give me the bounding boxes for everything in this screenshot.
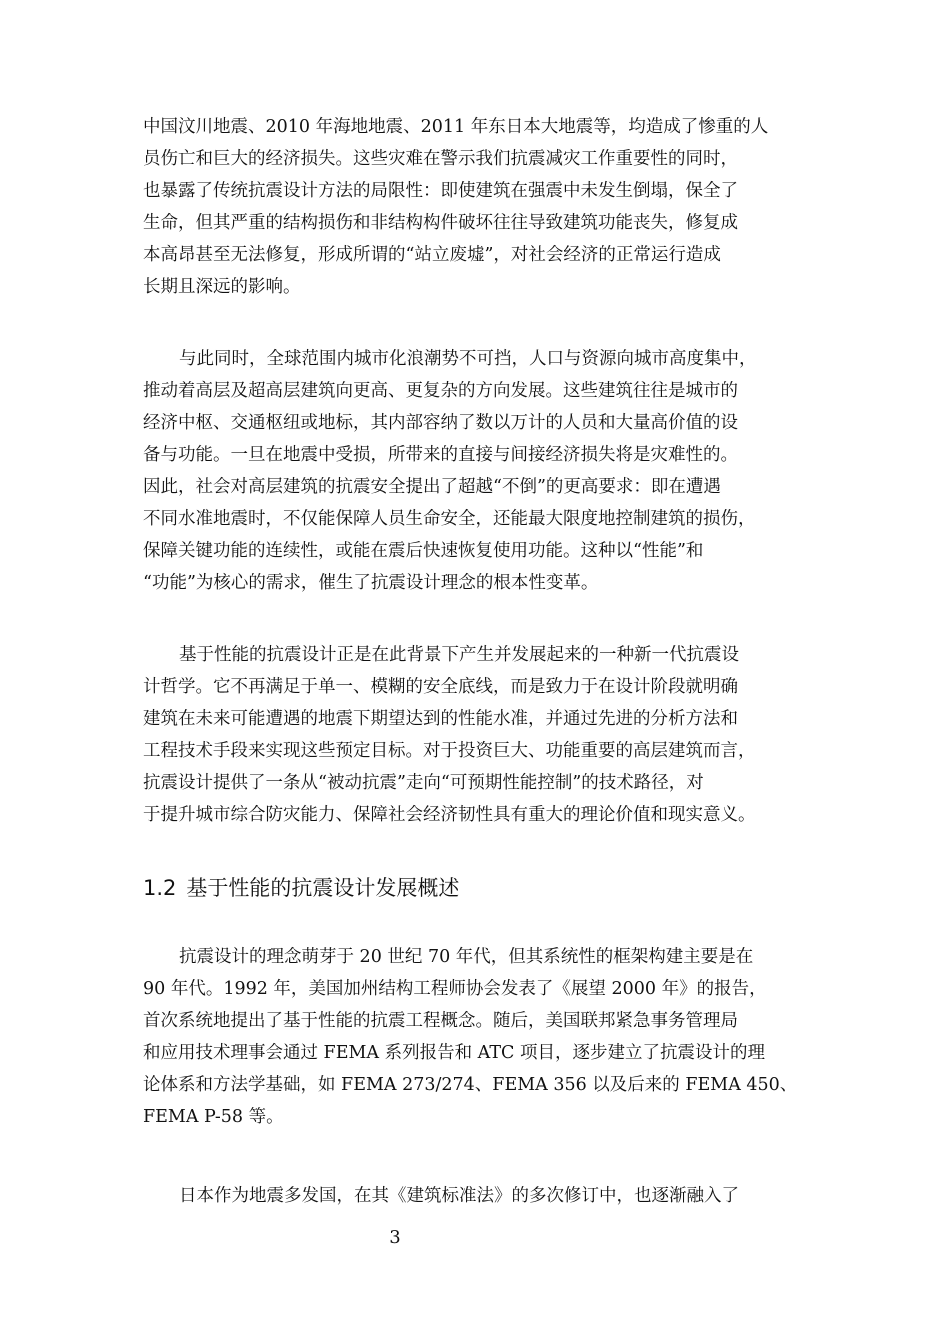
- text-line: 首次系统地提出了基于性能的抗震工程概念。随后，美国联邦紧急事务管理局: [143, 1011, 738, 1031]
- body-paragraph: [143, 111, 813, 303]
- text-line: 日本作为地震多发国，在其《建筑标准法》的多次修订中，也逐渐融入了: [179, 1186, 739, 1206]
- text-line: 不同水准地震时，不仅能保障人员生命安全，还能最大限度地控制建筑的损伤，: [143, 509, 756, 529]
- text-line: 也暴露了传统抗震设计方法的局限性：即使建筑在强震中未发生倒塌，保全了: [143, 181, 738, 201]
- text-line: 生命，但其严重的结构损伤和非结构构件破坏往往导致建筑功能丧失，修复成: [143, 213, 738, 233]
- section-number: 1.2: [143, 876, 177, 900]
- text-line: 工程技术手段来实现这些预定目标。对于投资巨大、功能重要的高层建筑而言，: [143, 741, 756, 761]
- text-line: 计哲学。它不再满足于单一、模糊的安全底线，而是致力于在设计阶段就明确: [143, 677, 738, 697]
- text-line: 保障关键功能的连续性，或能在震后快速恢复使用功能。这种以“性能”和: [143, 541, 704, 561]
- section-heading: [143, 868, 459, 908]
- text-line: 基于性能的抗震设计正是在此背景下产生并发展起来的一种新一代抗震设: [179, 645, 739, 665]
- text-line: 抗震设计提供了一条从“被动抗震”走向“可预期性能控制”的技术路径，对: [143, 773, 704, 793]
- text-line: 和应用技术理事会通过 FEMA 系列报告和 ATC 项目，逐步建立了抗震设计的理: [143, 1043, 765, 1063]
- text-line: 员伤亡和巨大的经济损失。这些灾难在警示我们抗震减灾工作重要性的同时，: [143, 149, 738, 169]
- text-line: 抗震设计的理念萌芽于 20 世纪 70 年代，但其系统性的框架构建主要是在: [179, 947, 754, 967]
- text-line: 于提升城市综合防灾能力、保障社会经济韧性具有重大的理论价值和现实意义。: [143, 805, 756, 825]
- text-line: 推动着高层及超高层建筑向更高、更复杂的方向发展。这些建筑往往是城市的: [143, 381, 738, 401]
- page-number: 3: [389, 1227, 401, 1248]
- text-line: 中国汶川地震、2010 年海地地震、2011 年东日本大地震等，均造成了惨重的人: [143, 117, 769, 137]
- text-line: 经济中枢、交通枢纽或地标，其内部容纳了数以万计的人员和大量高价值的设: [143, 413, 738, 433]
- text-line: 因此，社会对高层建筑的抗震安全提出了超越“不倒”的更高要求：即在遭遇: [143, 477, 721, 497]
- text-line: 备与功能。一旦在地震中受损，所带来的直接与间接经济损失将是灾难性的。: [143, 445, 738, 465]
- body-paragraph: [143, 941, 813, 1133]
- text-line: 与此同时，全球范围内城市化浪潮势不可挡，人口与资源向城市高度集中，: [179, 349, 757, 369]
- text-line: 建筑在未来可能遭遇的地震下期望达到的性能水准，并通过先进的分析方法和: [143, 709, 738, 729]
- text-line: 长期且深远的影响。: [143, 277, 301, 297]
- text-line: 90 年代。1992 年，美国加州结构工程师协会发表了《展望 2000 年》的报告，: [143, 979, 767, 999]
- text-line: “功能”为核心的需求，催生了抗震设计理念的根本性变革。: [143, 573, 599, 593]
- section-title: 基于性能的抗震设计发展概述: [186, 876, 460, 900]
- body-paragraph: [143, 1180, 813, 1212]
- body-paragraph: [143, 639, 813, 831]
- text-line: 本高昂甚至无法修复，形成所谓的“站立废墟”，对社会经济的正常运行造成: [143, 245, 721, 265]
- text-line: FEMA P-58 等。: [143, 1107, 284, 1127]
- body-paragraph: [143, 343, 813, 599]
- text-line: 论体系和方法学基础，如 FEMA 273/274、FEMA 356 以及后来的 FEMA 450、: [143, 1075, 798, 1095]
